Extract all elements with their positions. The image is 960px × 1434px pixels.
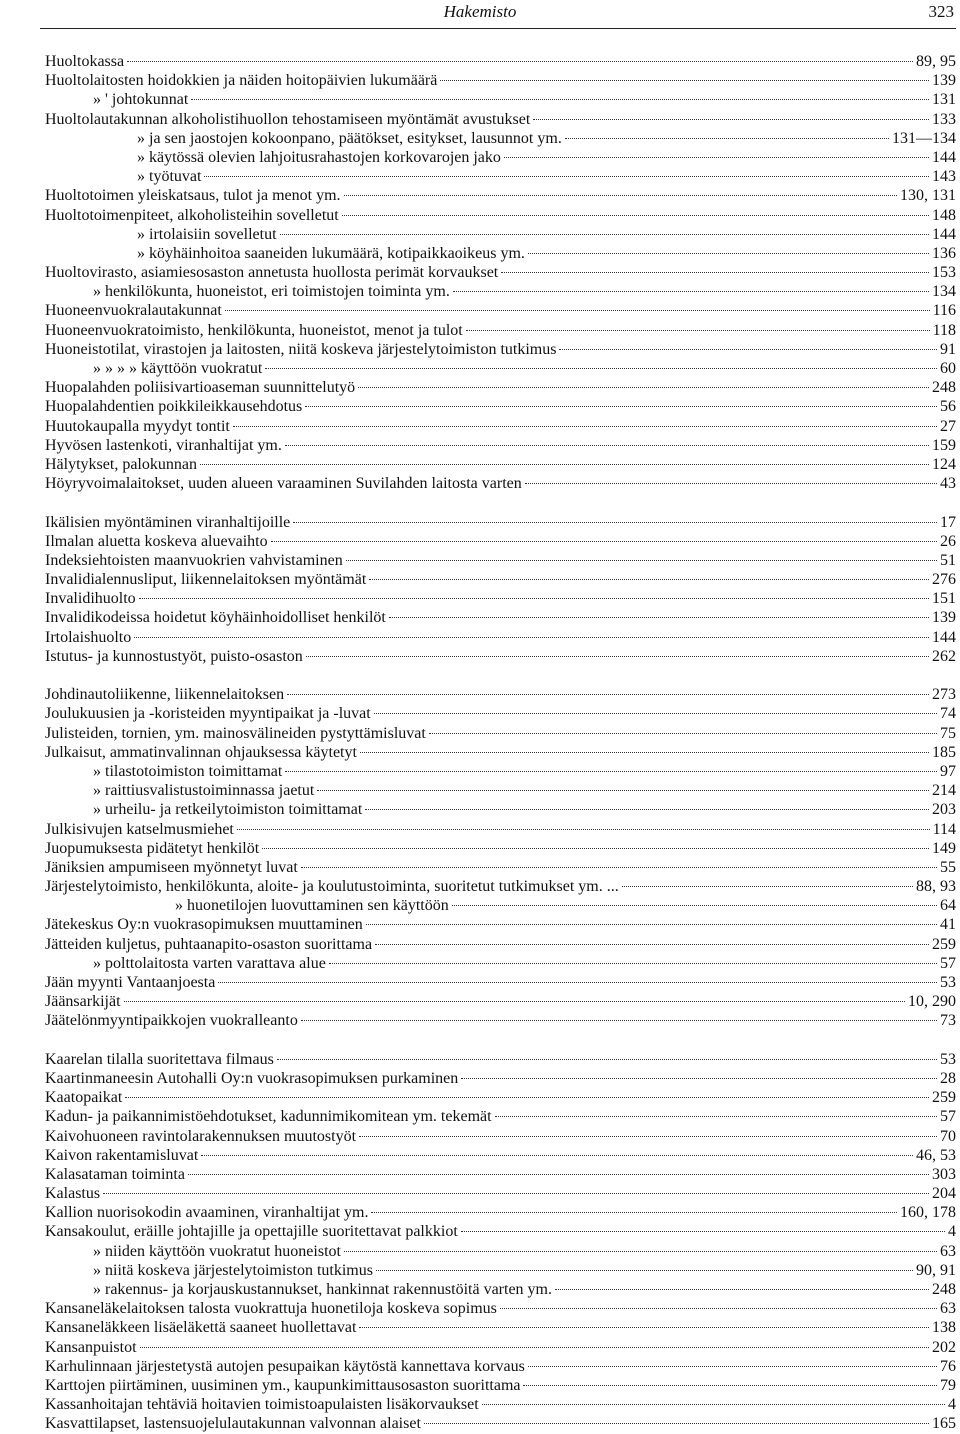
entry-pages: 136 [932,244,956,262]
entry-label: Jäniksien ampumiseen myönnetyt luvat [45,858,298,876]
dot-leader [500,1308,937,1309]
entry-label: Karhulinnaan järjestetystä autojen pesupaikan käytöstä kannettava korvaus [45,1357,525,1375]
entry-pages: 51 [940,551,956,569]
entry-pages: 149 [932,839,956,857]
index-entry [45,570,956,589]
index-entry [45,589,956,608]
index-entry [45,1242,956,1261]
dot-leader [301,867,937,868]
index-entry [45,1146,956,1165]
index-entry [45,1280,956,1299]
index-entry [45,52,956,71]
entry-pages: 89, 95 [916,53,956,70]
entry-pages: 139 [932,609,956,627]
index-entry [45,954,956,973]
entry-pages: 17 [940,513,956,531]
index-entry [45,206,956,225]
index-entry [45,800,956,819]
index-entry [45,935,956,954]
entry-label: » urheilu- ja retkeilytoimiston toimittamat [93,801,363,819]
entry-label: Huoneenvuokralautakunnat [45,302,222,320]
entry-label: Kaartinmaneesin Autohalli Oy:n vuokrasopimuksen purkaminen [45,1069,459,1087]
entry-pages: 138 [932,1319,956,1337]
dot-leader [358,387,929,388]
index-list [45,52,956,1434]
entry-label: Kaarelan tilalla suoritettava filmaus [45,1050,274,1068]
dot-leader [225,310,930,311]
dot-leader [265,368,937,369]
entry-label: Johdinautoliikenne, liikennelaitoksen [45,686,285,704]
entry-pages: 28 [940,1069,956,1087]
index-entry [45,858,956,877]
entry-pages: 159 [932,436,956,454]
dot-leader [317,790,929,791]
dot-leader [293,522,937,523]
entry-pages: 133 [932,110,956,128]
entry-label: Ikälisien myöntäminen viranhaltijoille [45,513,291,531]
dot-leader [533,119,929,120]
dot-leader [366,924,937,925]
entry-label: Ilmalan aluetta koskeva aluevaihto [45,532,268,550]
entry-label: » ' johtokunnat [93,91,189,109]
entry-pages: 204 [932,1185,956,1203]
index-entry [45,225,956,244]
index-entry [45,762,956,781]
entry-label: » niitä koskeva järjestelytoimiston tutkimus [93,1261,373,1279]
entry-label: Järjestelytoimisto, henkilökunta, aloite- ja koulutustoiminta, suoritetut tutkimukset ym. ... [45,878,619,896]
entry-pages: 151 [932,590,956,608]
dot-leader [271,541,937,542]
dot-leader [389,617,929,618]
entry-pages: 79 [940,1376,956,1394]
index-entry [45,90,956,109]
entry-pages: 97 [940,762,956,780]
index-entry [45,129,956,148]
entry-label: » niiden käyttöön vuokratut huoneistot [93,1242,341,1260]
entry-label: Huopalahden poliisivartioaseman suunnittelutyö [45,379,356,397]
index-entry [45,1338,956,1357]
index-entry [45,877,956,896]
entry-label: » henkilökunta, huoneistot, eri toimistojen toiminta ym. [93,283,450,301]
index-entry [45,1222,956,1241]
index-entry [45,282,956,301]
dot-leader [369,579,929,580]
index-entry [45,1357,956,1376]
dot-leader [127,61,913,62]
entry-pages: 76 [940,1357,956,1375]
entry-label: Hälytykset, palokunnan [45,455,197,473]
dot-leader [559,349,937,350]
entry-pages: 139 [932,72,956,90]
dot-leader [344,195,897,196]
entry-pages: 131—134 [892,129,956,147]
dot-leader [342,215,929,216]
index-entry [45,1127,956,1146]
dot-leader [204,176,929,177]
index-entry [45,551,956,570]
entry-pages: 91 [940,340,956,358]
entry-pages: 53 [940,974,956,991]
entry-pages: 60 [940,360,956,377]
dot-leader [565,138,889,139]
entry-pages: 70 [940,1127,956,1145]
entry-label: Kadun- ja paikannimistöehdotukset, kadunnimikomitean ym. tekemät [45,1108,492,1126]
entry-label: Jätteiden kuljetus, puhtaanapito-osaston suorittama [45,935,373,953]
entry-label: Kansanpuistot [45,1338,137,1356]
entry-pages: 114 [932,820,956,838]
entry-label: Invalidihuolto [45,590,136,608]
entry-pages: 144 [932,225,956,243]
dot-leader [374,713,937,714]
dot-leader [482,1404,945,1405]
dot-leader [495,1116,937,1117]
dot-leader [528,1366,937,1367]
index-entry [45,301,956,320]
header-title: Hakemisto [443,2,517,21]
entry-pages: 303 [932,1165,956,1183]
entry-label: Kaivon rakentamisluvat [45,1146,199,1164]
dot-leader [528,253,929,254]
index-entry [45,186,956,205]
dot-leader [359,1327,929,1328]
index-entry [45,1011,956,1030]
entry-pages: 88, 93 [916,878,956,896]
index-entry [45,148,956,167]
dot-leader [287,694,929,695]
dot-leader [191,99,929,100]
entry-pages: 202 [932,1338,956,1356]
entry-pages: 57 [940,954,956,972]
dot-leader [555,1289,929,1290]
entry-pages: 75 [940,724,956,742]
entry-pages: 259 [932,935,956,953]
entry-label: Huoltokassa [45,53,125,70]
dot-leader [525,483,937,484]
entry-pages: 56 [940,398,956,416]
entry-label: Kansakoulut, eräille johtajille ja opettajille suoritettavat palkkiot [45,1223,458,1241]
entry-pages: 262 [932,647,956,665]
index-entry [45,474,956,493]
entry-pages: 259 [932,1089,956,1107]
entry-pages: 214 [932,782,956,800]
index-entry [45,1088,956,1107]
dot-leader [306,656,929,657]
entry-label: » tilastotoimiston toimittamat [93,762,283,780]
dot-leader [452,905,937,906]
entry-label: Karttojen piirtäminen, uusiminen ym., kaupunkimittausosaston suorittama [45,1376,521,1394]
entry-label: Irtolaishuolto [45,628,132,646]
entry-pages: 57 [940,1108,956,1126]
index-entry [45,1184,956,1203]
entry-label: Jään myynti Vantaanjoesta [45,974,216,991]
entry-pages: 10, 290 [908,993,956,1011]
index-entry [45,724,956,743]
index-entry [45,781,956,800]
entry-label: » » » » käyttöön vuokratut [93,360,263,377]
section-gap [45,666,956,685]
entry-label: Kaatopaikat [45,1089,123,1107]
entry-label: » köyhäinhoitoa saaneiden lukumäärä, kotipaikkaoikeus ym. [137,244,525,262]
entry-label: Invalidikodeissa hoidetut köyhäinhoidolliset henkilöt [45,609,386,627]
entry-label: Juopumuksesta pidätetyt henkilöt [45,839,260,857]
entry-pages: 116 [932,302,956,320]
entry-label: Huoltolautakunnan alkoholistihuollon tehostamiseen myöntämät avustukset [45,110,531,128]
dot-leader [125,1097,929,1098]
entry-label: Istutus- ja kunnostustyöt, puisto-osaston [45,647,303,665]
index-entry [45,1318,956,1337]
entry-label: Indeksiehtoisten maanvuokrien vahvistaminen [45,551,343,569]
entry-pages: 46, 53 [916,1146,956,1164]
index-entry [45,628,956,647]
index-entry [45,973,956,992]
index-entry [45,915,956,934]
section-gap [45,1031,956,1050]
entry-label: Huoltotoimenpiteet, alkoholisteihin sovelletut [45,206,339,224]
entry-label: Kalastus [45,1185,101,1203]
dot-leader [461,1231,945,1232]
dot-leader [285,771,937,772]
entry-pages: 74 [940,705,956,723]
entry-label: » huonetilojen luovuttaminen sen käyttöön [175,897,449,915]
dot-leader [139,598,929,599]
index-entry [45,436,956,455]
index-entry [45,1261,956,1280]
index-entry [45,1376,956,1395]
index-entry [45,820,956,839]
dot-leader [504,157,929,158]
dot-leader [305,406,937,407]
entry-label: Kansaneläkelaitoksen talosta vuokrattuja huonetiloja koskeva sopimus [45,1300,497,1318]
entry-label: » raittiusvalistustoiminnassa jaetut [93,782,315,800]
index-entry [45,513,956,532]
index-entry [45,359,956,378]
dot-leader [501,272,929,273]
page-number: 323 [928,2,954,21]
index-entry [45,167,956,186]
entry-label: Kallion nuorisokodin avaaminen, viranhaltijat ym. [45,1204,369,1222]
index-entry [45,263,956,282]
entry-pages: 90, 91 [916,1261,956,1279]
index-entry [45,1165,956,1184]
entry-label: Jäätelönmyyntipaikkojen vuokralleanto [45,1012,298,1030]
dot-leader [453,291,929,292]
dot-leader [329,963,937,964]
dot-leader [346,560,937,561]
dot-leader [262,848,929,849]
dot-leader [103,1193,929,1194]
entry-pages: 27 [940,417,956,435]
index-entry [45,378,956,397]
entry-pages: 64 [940,897,956,915]
entry-pages: 43 [940,475,956,493]
entry-label: Jäänsarkijät [45,993,121,1011]
entry-label: Huoltovirasto, asiamiesosaston annetusta huollosta perimät korvaukset [45,264,499,282]
entry-pages: 185 [932,743,956,761]
entry-label: Huoltolaitosten hoidokkien ja näiden hoitopäivien lukumäärä [45,72,438,90]
dot-leader [201,1155,913,1156]
entry-pages: 53 [940,1050,956,1068]
entry-label: Kansaneläkkeen lisäeläkettä saaneet huollettavat [45,1319,357,1337]
index-entry [45,1203,956,1222]
entry-pages: 276 [932,571,956,589]
entry-pages: 203 [932,801,956,819]
index-entry [45,244,956,263]
entry-pages: 118 [932,321,956,339]
entry-pages: 248 [932,379,956,397]
dot-leader [461,1078,937,1079]
index-entry [45,1299,956,1318]
entry-pages: 63 [940,1300,956,1318]
entry-pages: 124 [932,455,956,473]
index-entry [45,1414,956,1433]
dot-leader [376,1270,913,1271]
dot-leader [233,426,937,427]
entry-pages: 130, 131 [900,187,956,205]
entry-label: Kalasataman toiminta [45,1165,185,1183]
dot-leader [134,637,929,638]
index-entry [45,1050,956,1069]
dot-leader [375,944,929,945]
entry-label: Huoneistotilat, virastojen ja laitosten, niitä koskeva järjestelytoimiston tutkimus [45,340,557,358]
index-entry [45,1069,956,1088]
entry-label: Julkisivujen katselmusmiehet [45,820,234,838]
dot-leader [188,1174,929,1175]
entry-label: Joulukuusien ja -koristeiden myyntipaikat ja -luvat [45,705,371,723]
entry-pages: 134 [932,283,956,301]
dot-leader [140,1347,929,1348]
entry-label: Jätekeskus Oy:n vuokrasopimuksen muuttaminen [45,916,363,934]
index-entry [45,455,956,474]
entry-label: » ja sen jaostojen kokoonpano, päätökset, esitykset, lausunnot ym. [137,129,562,147]
dot-leader [301,1020,937,1021]
index-entry [45,397,956,416]
dot-leader [218,982,937,983]
entry-label: Höyryvoimalaitokset, uuden alueen varaaminen Suvilahden laitosta varten [45,475,522,493]
entry-label: Huopalahdentien poikkileikkausehdotus [45,398,303,416]
dot-leader [622,886,913,887]
entry-label: Huoltotoimen yleiskatsaus, tulot ja menot ym. [45,187,341,205]
entry-pages: 143 [932,168,956,186]
dot-leader [440,80,929,81]
entry-pages: 63 [940,1242,956,1260]
entry-label: Huoneenvuokratoimisto, henkilökunta, huoneistot, menot ja tulot [45,321,463,339]
entry-pages: 273 [932,686,956,704]
entry-label: Invalidialennusliput, liikennelaitoksen myöntämät [45,571,367,589]
entry-pages: 73 [940,1012,956,1030]
index-entry [45,704,956,723]
index-entry [45,110,956,129]
entry-label: Hyvösen lastenkoti, viranhaltijat ym. [45,436,282,454]
index-entry [45,743,956,762]
entry-label: » rakennus- ja korjauskustannukset, hankinnat rakennustöitä varten ym. [93,1281,552,1298]
entry-label: Julkaisut, ammatinvalinnan ohjauksessa käytetyt [45,743,357,761]
index-entry [45,647,956,666]
dot-leader [200,464,929,465]
entry-pages: 144 [932,628,956,646]
entry-pages: 144 [932,148,956,166]
entry-label: » työtuvat [137,168,202,186]
dot-leader [285,445,929,446]
dot-leader [237,829,930,830]
entry-label: » polttolaitosta varten varattava alue [93,954,326,972]
index-entry [45,992,956,1011]
entry-label: Kassanhoitajan tehtäviä hoitavien toimistoapulaisten lisäkorvaukset [45,1396,479,1414]
dot-leader [429,733,937,734]
dot-leader [365,809,929,810]
entry-label: » irtolaisiin sovelletut [137,225,277,243]
dot-leader [280,234,929,235]
index-entry [45,321,956,340]
entry-pages: 41 [940,916,956,934]
index-entry [45,685,956,704]
entry-pages: 4 [948,1223,956,1241]
entry-pages: 131 [932,91,956,109]
entry-pages: 4 [948,1396,956,1414]
dot-leader [344,1251,937,1252]
index-entry [45,340,956,359]
dot-leader [424,1423,929,1424]
header-rule [40,28,956,29]
entry-pages: 160, 178 [900,1204,956,1222]
dot-leader [466,330,930,331]
dot-leader [359,1136,937,1137]
dot-leader [277,1059,937,1060]
entry-pages: 26 [940,532,956,550]
index-entry [45,1395,956,1414]
entry-pages: 148 [932,206,956,224]
index-entry [45,532,956,551]
entry-pages: 153 [932,264,956,282]
dot-leader [124,1001,905,1002]
index-entry [45,839,956,858]
section-gap [45,493,956,512]
index-entry [45,608,956,627]
entry-label: Huutokaupalla myydyt tontit [45,417,230,435]
dot-leader [371,1212,897,1213]
entry-label: Kaivohuoneen ravintolarakennuksen muutostyöt [45,1127,357,1145]
index-entry [45,1107,956,1126]
entry-pages: 248 [932,1281,956,1298]
dot-leader [523,1385,937,1386]
index-entry [45,417,956,436]
entry-label: Julisteiden, tornien, ym. mainosvälineiden pystyttämisluvat [45,724,426,742]
entry-label: Kasvattilapset, lastensuojelulautakunnan valvonnan alaiset [45,1415,421,1433]
index-entry [45,71,956,90]
page-header [0,0,960,30]
entry-pages: 165 [932,1415,956,1433]
index-entry [45,896,956,915]
dot-leader [360,752,929,753]
entry-label: » käytössä olevien lahjoitusrahastojen korkovarojen jako [137,148,501,166]
entry-pages: 55 [940,858,956,876]
